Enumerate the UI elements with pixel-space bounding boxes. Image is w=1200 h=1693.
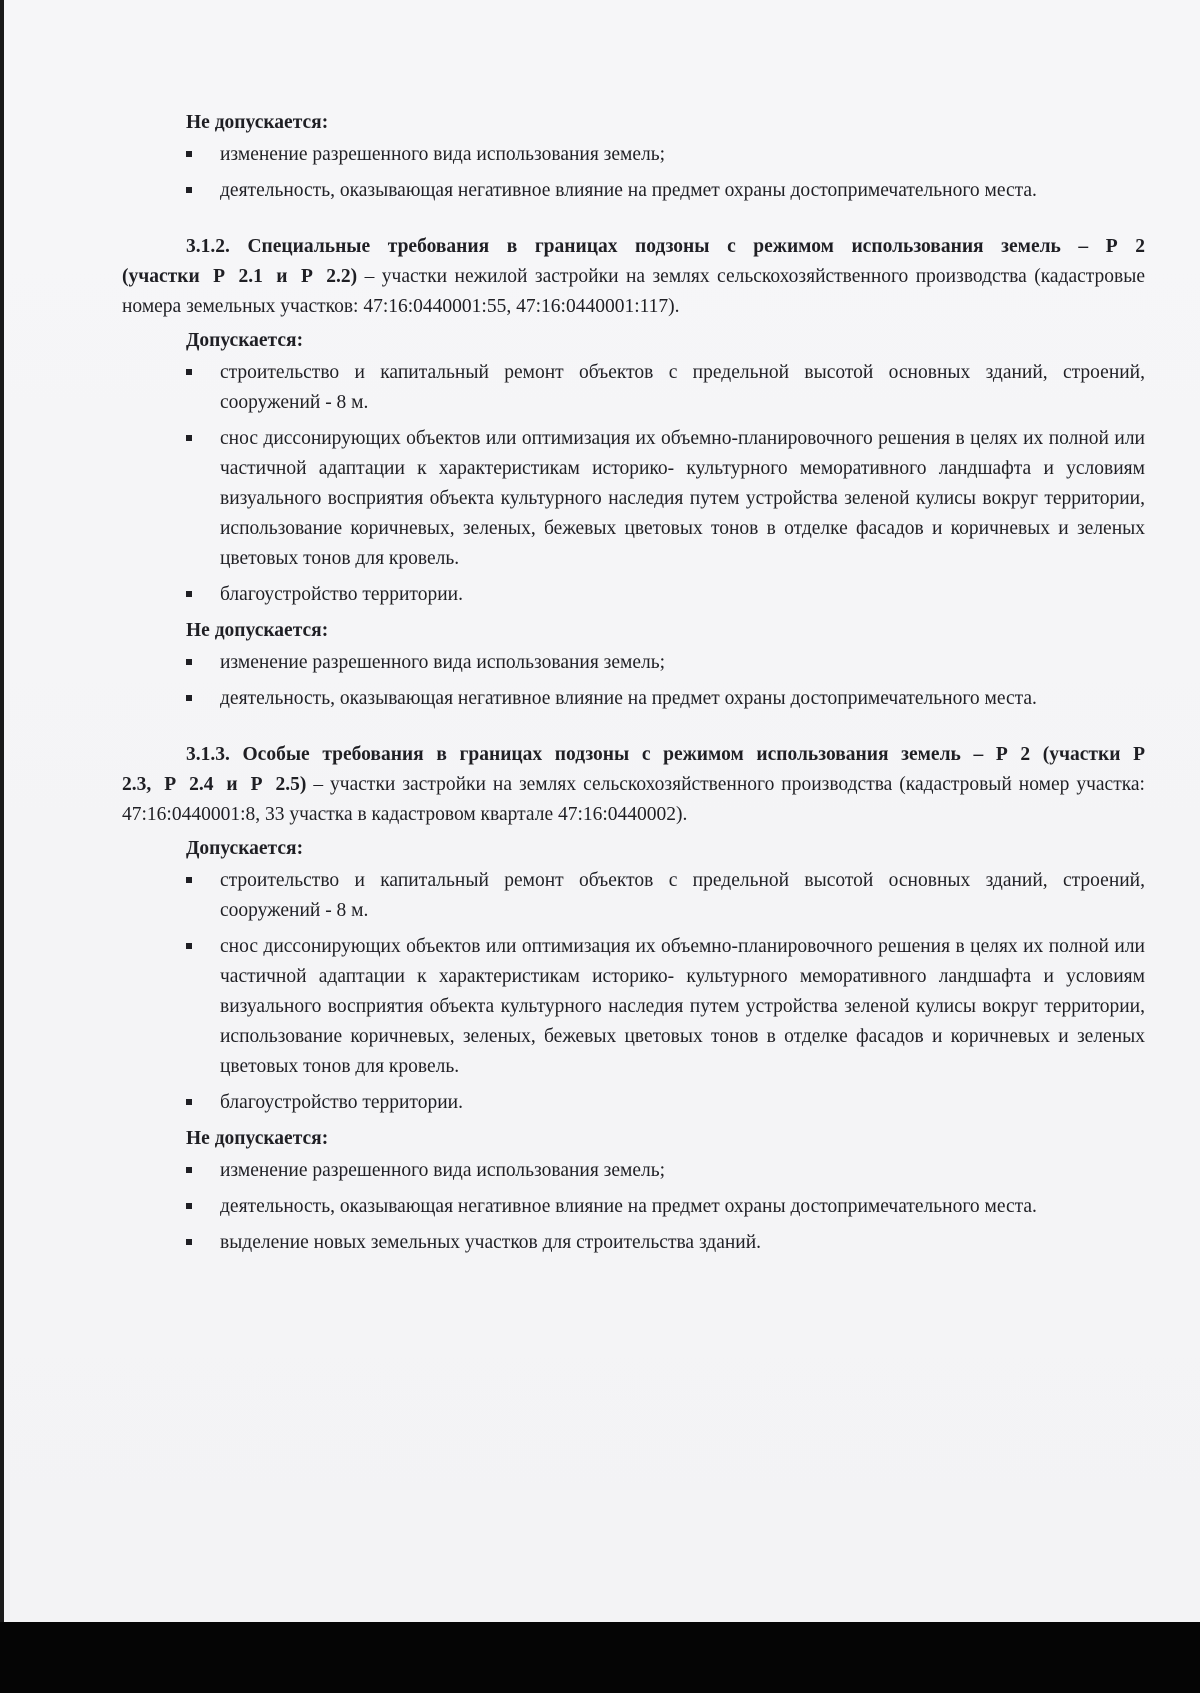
list-item: снос диссонирующих объектов или оптимизация их объемно-планировочного решения в целях их полной или частичной адаптации к характеристикам историко- культурного меморативного ландшафта и условиям визуального восприятия объекта культурного наследия путем устройства зеленой кулисы вокруг территории, использование коричневых, зеленых, бежевых цветовых тонов в отделке фасадов и коричневых и зеленых цветовых тонов для кровель. bbox=[122, 424, 1145, 574]
allowed-list bbox=[122, 866, 1145, 1118]
list-item: деятельность, оказывающая негативное влияние на предмет охраны достопримечательного места. bbox=[122, 1192, 1145, 1222]
document-body bbox=[122, 108, 1145, 1264]
section-313-title: 3.1.3. Особые требования в границах подзоны с режимом использования земель – Р 2 (участки Р 2.3, Р 2.4 и Р 2.5) bbox=[122, 744, 1145, 795]
list-item: благоустройство территории. bbox=[122, 1088, 1145, 1118]
list-item: строительство и капитальный ремонт объектов с предельной высотой основных зданий, строений, сооружений - 8 м. bbox=[122, 866, 1145, 926]
section-313-paragraph bbox=[122, 740, 1145, 830]
list-item: снос диссонирующих объектов или оптимизация их объемно-планировочного решения в целях их полной или частичной адаптации к характеристикам историко- культурного меморативного ландшафта и условиям визуального восприятия объекта культурного наследия путем устройства зеленой кулисы вокруг территории, использование коричневых, зеленых, бежевых цветовых тонов в отделке фасадов и коричневых и зеленых цветовых тонов для кровель. bbox=[122, 932, 1145, 1082]
not-allowed-list bbox=[122, 648, 1145, 714]
scan-bottom-edge bbox=[0, 1622, 1200, 1693]
section-313-text: – участки застройки на землях сельскохозяйственного производства (кадастровый номер участка: 47:16:0440001:8, 33 участка в кадастровом квартале 47:16:0440002). bbox=[122, 774, 1145, 825]
list-item: строительство и капитальный ремонт объектов с предельной высотой основных зданий, строений, сооружений - 8 м. bbox=[122, 358, 1145, 418]
not-allowed-list bbox=[122, 1156, 1145, 1258]
list-item: деятельность, оказывающая негативное влияние на предмет охраны достопримечательного места. bbox=[122, 176, 1145, 206]
list-item: изменение разрешенного вида использования земель; bbox=[122, 648, 1145, 678]
list-item: благоустройство территории. bbox=[122, 580, 1145, 610]
not-allowed-heading: Не допускается: bbox=[186, 112, 329, 133]
not-allowed-heading: Не допускается: bbox=[186, 620, 329, 641]
list-item: выделение новых земельных участков для строительства зданий. bbox=[122, 1228, 1145, 1258]
section-312-paragraph bbox=[122, 232, 1145, 322]
allowed-heading: Допускается: bbox=[186, 330, 304, 351]
section-312-text: – участки нежилой застройки на землях сельскохозяйственного производства (кадастровые номера земельных участков: 47:16:0440001:55, 47:16:0440001:117). bbox=[122, 266, 1146, 317]
list-item: деятельность, оказывающая негативное влияние на предмет охраны достопримечательного места. bbox=[122, 684, 1145, 714]
list-item: изменение разрешенного вида использования земель; bbox=[122, 1156, 1145, 1186]
allowed-heading: Допускается: bbox=[186, 838, 304, 859]
not-allowed-heading: Не допускается: bbox=[186, 1128, 329, 1149]
allowed-list bbox=[122, 358, 1145, 610]
list-item: изменение разрешенного вида использования земель; bbox=[122, 140, 1145, 170]
section-312-title: 3.1.2. Специальные требования в границах подзоны с режимом использования земель – Р 2 (участки Р 2.1 и Р 2.2) bbox=[122, 236, 1145, 287]
not-allowed-list bbox=[122, 140, 1145, 206]
scan-left-edge bbox=[0, 0, 4, 1622]
